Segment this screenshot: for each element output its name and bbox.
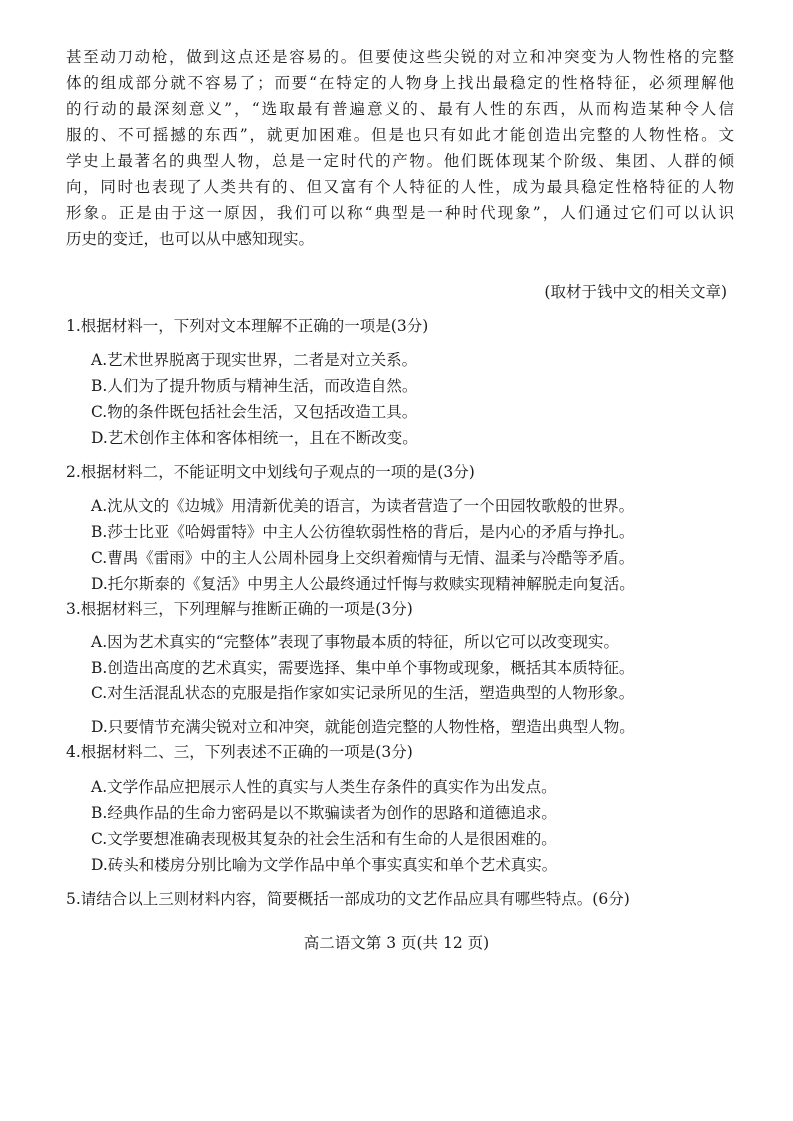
question-stem: 4.根据材料二、三，下列表述不正确的一项是(3分)	[66, 743, 413, 761]
option-c: C.物的条件既包括社会生活，又包括改造工具。	[91, 403, 418, 421]
option-a: A.文学作品应把展示人性的真实与人类生存条件的真实作为出发点。	[91, 778, 557, 796]
passage-line: 服的、不可摇撼的东西”，就更加困难。但是也只有如此才能创造出完整的人物性格。文	[66, 126, 734, 144]
option-a: A.沈从文的《边城》用清新优美的语言，为读者营造了一个田园牧歌般的世界。	[91, 497, 635, 515]
option-c: C.文学要想准确表现极其复杂的社会生活和有生命的人是很困难的。	[91, 830, 557, 848]
option-b: B.人们为了提升物质与精神生活，而改造自然。	[91, 377, 418, 395]
page-footer: 高二语文第 3 页(共 12 页)	[303, 934, 490, 952]
option-a: A.艺术世界脱离于现实世界，二者是对立关系。	[91, 351, 418, 369]
option-c: C.对生活混乱状态的克服是指作家如实记录所见的生活，塑造典型的人物形象。	[91, 684, 635, 702]
option-a: A.因为艺术真实的“完整体”表现了事物最本质的特征，所以它可以改变现实。	[91, 633, 619, 651]
question-stem: 5.请结合以上三则材料内容，简要概括一部成功的文艺作品应具有哪些特点。(6分)	[66, 890, 630, 908]
option-b: B.创造出高度的艺术真实，需要选择、集中单个事物或现象，概括其本质特征。	[91, 659, 635, 677]
source-citation: (取材于钱中文的相关文章)	[544, 283, 727, 301]
passage-line: 的行动的最深刻意义”，“选取最有普遍意义的、最有人性的东西，从而构造某种令人信	[66, 100, 734, 118]
question-stem: 3.根据材料三，下列理解与推断正确的一项是(3分)	[66, 600, 413, 618]
passage-line: 形象。正是由于这一原因，我们可以称“典型是一种时代现象”，人们通过它们可以认识	[66, 204, 734, 222]
option-d: D.砖头和楼房分别比喻为文学作品中单个事实真实和单个艺术真实。	[91, 856, 558, 874]
question-stem: 2.根据材料二，不能证明文中划线句子观点的一项的是(3分)	[66, 463, 475, 481]
passage-line: 历史的变迁，也可以从中感知现实。	[66, 230, 315, 248]
passage-line: 体的组成部分就不容易了；而要“在特定的人物身上找出最稳定的性格特征，必须理解他	[66, 74, 734, 92]
option-d: D.艺术创作主体和客体相统一，且在不断改变。	[91, 429, 418, 447]
passage-line: 向，同时也表现了人类共有的、但又富有个人特征的人性，成为最具稳定性格特征的人物	[66, 178, 734, 196]
option-b: B.莎士比亚《哈姆雷特》中主人公彷徨软弱性格的背后，是内心的矛盾与挣扎。	[91, 523, 635, 541]
passage-line: 甚至动刀动枪，做到这点还是容易的。但要使这些尖锐的对立和冲突变为人物性格的完整	[66, 48, 734, 66]
question-stem: 1.根据材料一，下列对文本理解不正确的一项是(3分)	[66, 317, 429, 335]
option-c: C.曹禺《雷雨》中的主人公周朴园身上交织着痴情与无情、温柔与冷酷等矛盾。	[91, 549, 635, 567]
passage-line: 学史上最著名的典型人物，总是一定时代的产物。他们既体现某个阶级、集团、人群的倾	[66, 152, 734, 170]
option-d: D.只要情节充满尖锐对立和冲突，就能创造完整的人物性格，塑造出典型人物。	[91, 718, 635, 736]
option-d: D.托尔斯泰的《复活》中男主人公最终通过忏悔与救赎实现精神解脱走向复活。	[91, 575, 635, 593]
option-b: B.经典作品的生命力密码是以不欺骗读者为创作的思路和道德追求。	[91, 804, 557, 822]
